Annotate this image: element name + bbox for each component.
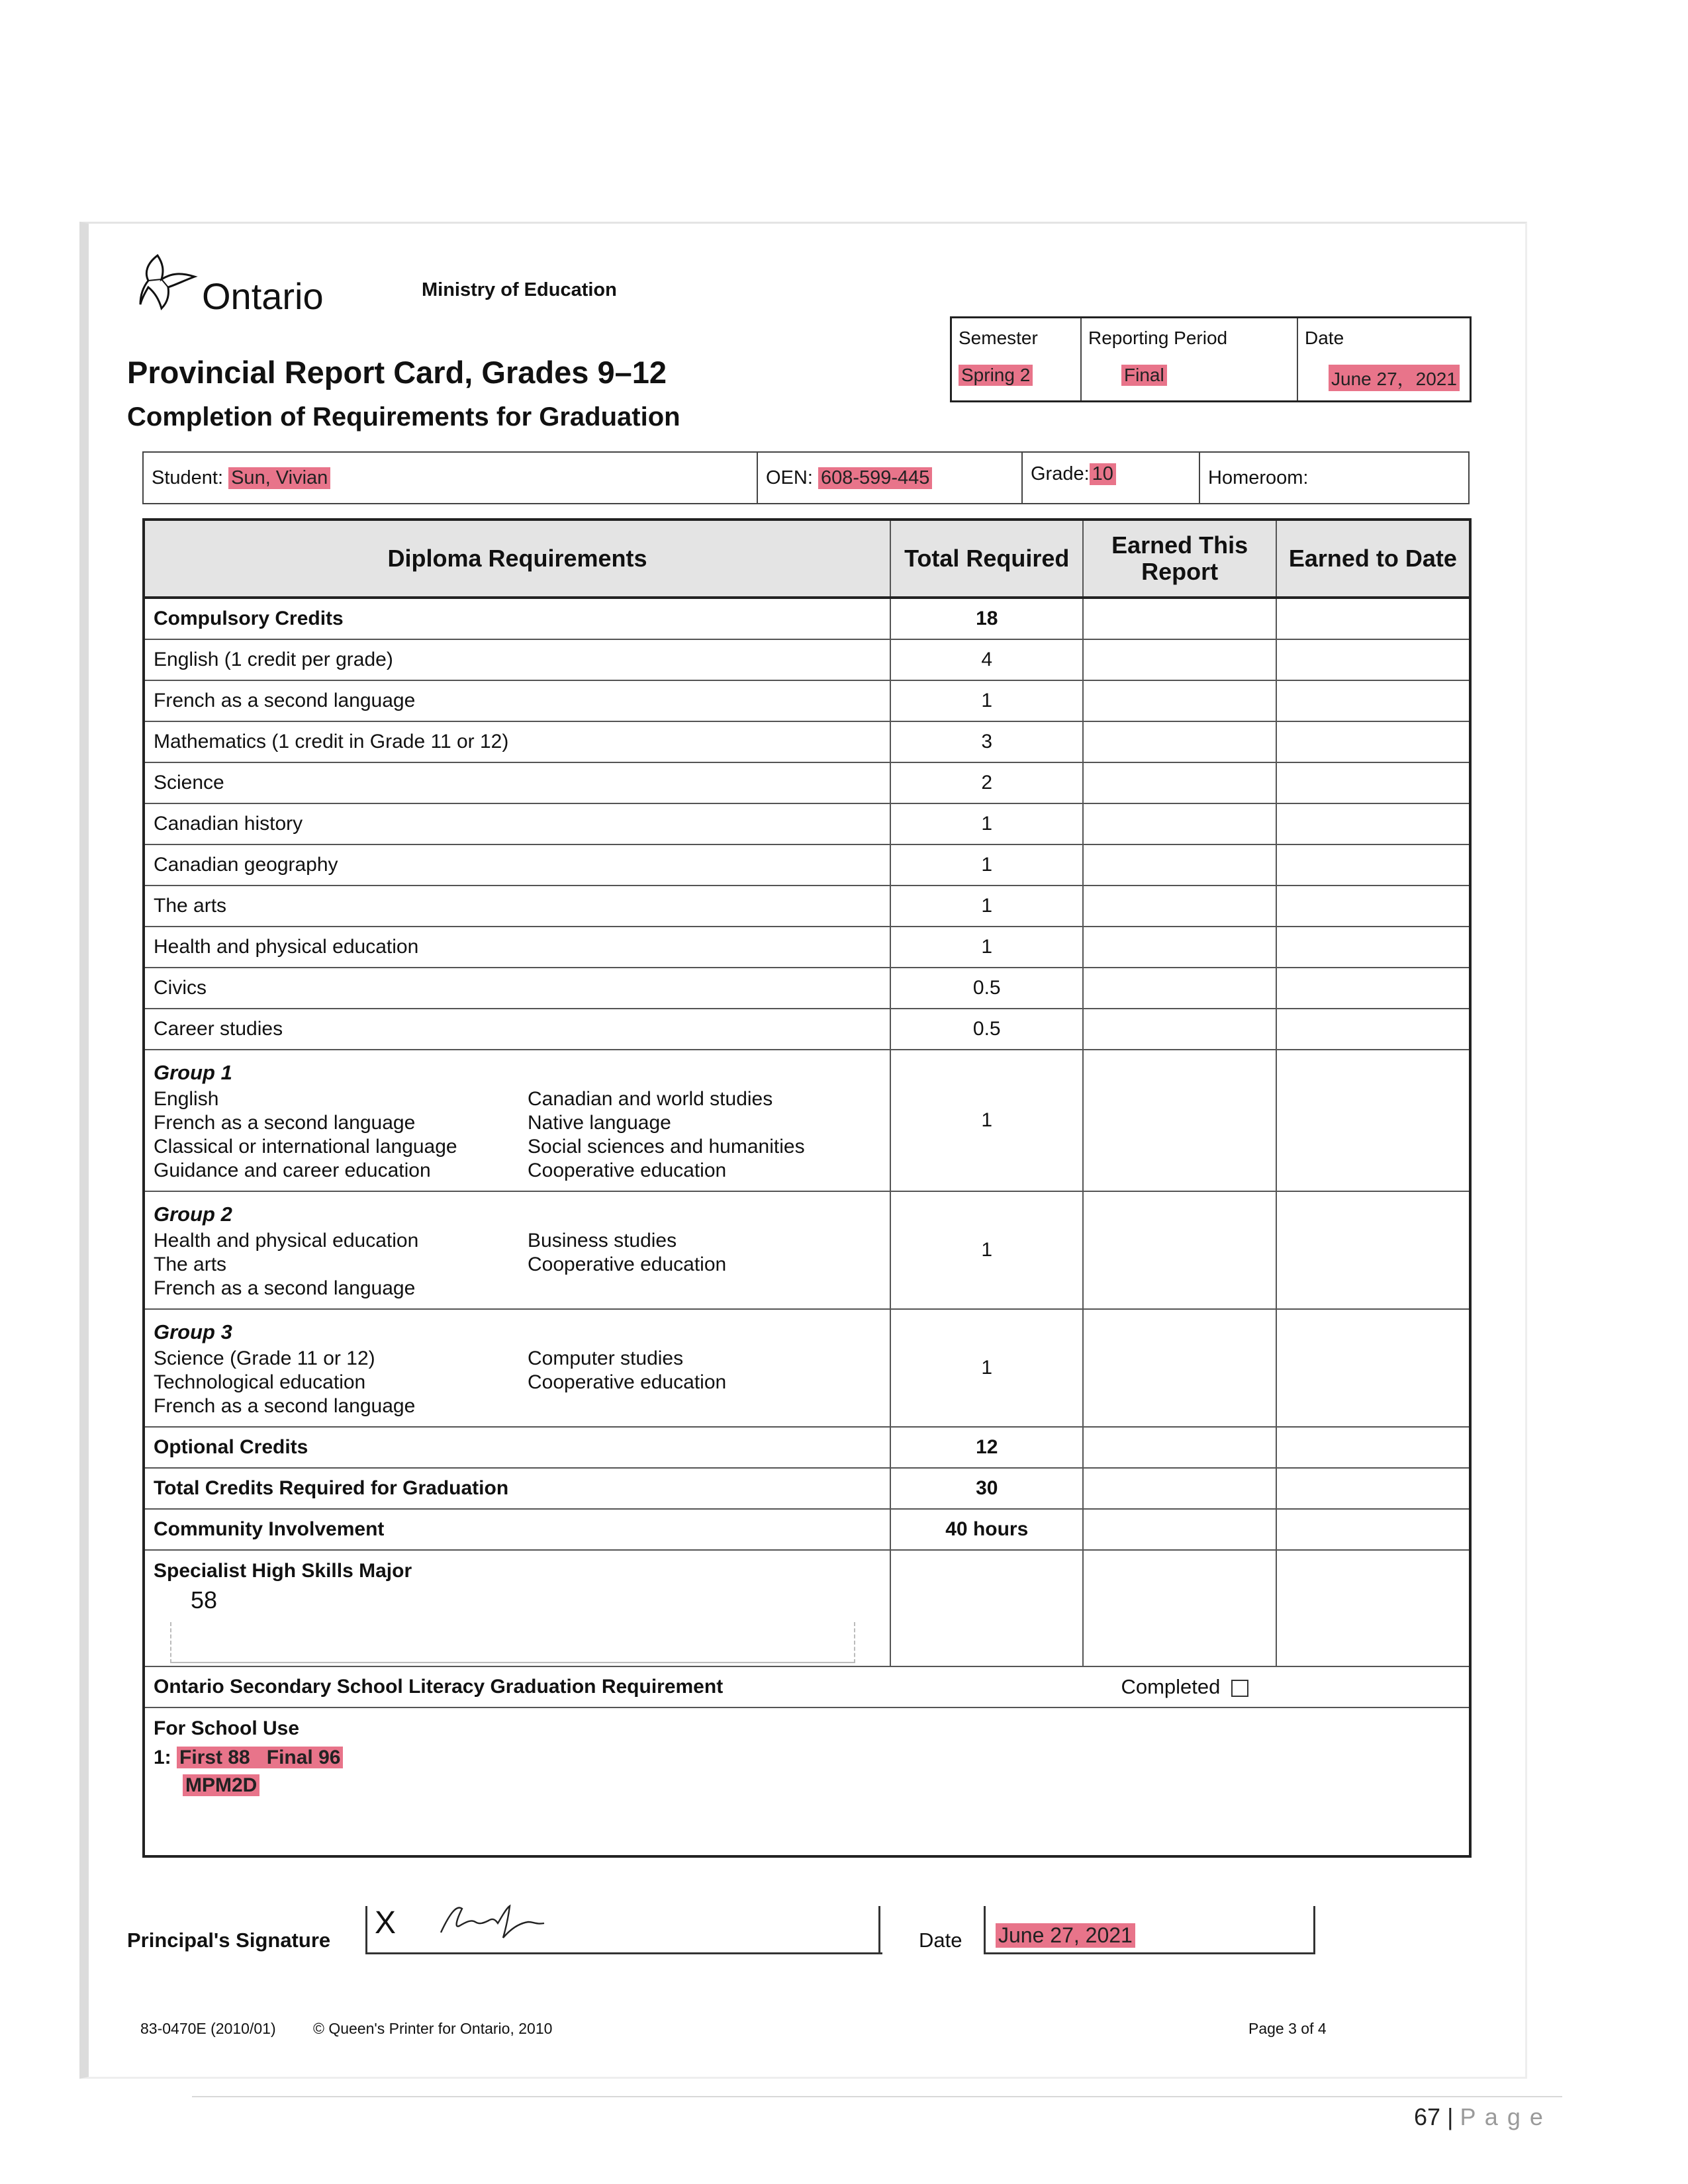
earned-to-date-cell xyxy=(1276,598,1470,639)
row-label: Mathematics (1 credit in Grade 11 or 12) xyxy=(144,721,890,762)
student-name: Sun, Vivian xyxy=(228,467,330,489)
earned-this-report-cell xyxy=(1083,1009,1276,1050)
completed-checkbox[interactable] xyxy=(1231,1680,1248,1697)
table-row xyxy=(144,598,1470,639)
group-title: Group 3 xyxy=(154,1320,232,1343)
table-row xyxy=(144,844,1470,886)
row-total: 0.5 xyxy=(890,968,1083,1009)
school-use-cell xyxy=(144,1707,1470,1856)
grade-value: 10 xyxy=(1090,463,1116,485)
shsm-value: 58 xyxy=(191,1586,218,1614)
shsm-label: Specialist High Skills Major xyxy=(154,1560,412,1582)
signature-date-value: June 27, 2021 xyxy=(996,1923,1135,1948)
row-total: 30 xyxy=(890,1468,1083,1509)
semester-label: Semester xyxy=(959,328,1038,348)
row-label: Total Credits Required for Graduation xyxy=(144,1468,890,1509)
group-item: Cooperative education xyxy=(528,1371,727,1393)
row-total: 1 xyxy=(890,886,1083,927)
group-item: Cooperative education xyxy=(528,1253,727,1275)
group-title: Group 1 xyxy=(154,1061,232,1084)
table-row xyxy=(144,1427,1470,1468)
student-info-row xyxy=(142,451,1470,504)
group-item: Health and physical education xyxy=(154,1230,419,1251)
row-label: Community Involvement xyxy=(144,1509,890,1550)
semester-cell xyxy=(952,318,1082,400)
period-cell xyxy=(1082,318,1298,400)
row-label: Health and physical education xyxy=(144,927,890,968)
signature-x-mark: X xyxy=(375,1905,397,1940)
earned-to-date-cell xyxy=(1276,1050,1470,1191)
student-cell xyxy=(144,453,758,503)
earned-to-date-cell xyxy=(1276,680,1470,721)
page-footer-rule xyxy=(192,2096,1562,2097)
diploma-requirements-table xyxy=(142,518,1472,1858)
signature-line-end xyxy=(878,1906,880,1954)
table-row xyxy=(144,721,1470,762)
earned-to-date-cell xyxy=(1276,1427,1470,1468)
earned-this-report-cell xyxy=(1083,1468,1276,1509)
earned-this-report-cell xyxy=(1083,886,1276,927)
row-label: The arts xyxy=(144,886,890,927)
table-row xyxy=(144,968,1470,1009)
school-use-prefix: 1: xyxy=(154,1747,171,1768)
completed-field xyxy=(1121,1675,1248,1699)
homeroom-cell xyxy=(1200,453,1468,503)
literacy-label: Ontario Secondary School Literacy Graduation Requirement xyxy=(154,1676,724,1698)
group-item: Native language xyxy=(528,1112,671,1134)
semester-value: Spring 2 xyxy=(959,365,1033,386)
form-code: 83-0470E (2010/01) xyxy=(140,2020,276,2037)
earned-to-date-cell xyxy=(1276,1309,1470,1427)
earned-to-date-cell xyxy=(1276,1509,1470,1550)
earned-this-report-cell xyxy=(1083,639,1276,680)
earned-to-date-cell xyxy=(1276,1468,1470,1509)
group-item: Business studies xyxy=(528,1230,677,1251)
page-footer xyxy=(1414,2103,1544,2131)
grade-cell xyxy=(1023,453,1200,503)
shsm-row xyxy=(144,1550,1470,1666)
row-label: Canadian geography xyxy=(144,844,890,886)
earned-this-report-cell xyxy=(1083,680,1276,721)
row-label: Science xyxy=(144,762,890,803)
table-row xyxy=(144,680,1470,721)
group-item: Guidance and career education xyxy=(154,1160,431,1181)
header-earned-this-report: Earned This Report xyxy=(1083,520,1276,598)
row-total: 1 xyxy=(890,803,1083,844)
table-row xyxy=(144,1009,1470,1050)
signature-date-label: Date xyxy=(919,1929,962,1952)
header-total-required: Total Required xyxy=(890,520,1083,598)
earned-this-report-cell xyxy=(1083,803,1276,844)
date-value: June 27，2021 xyxy=(1329,365,1460,391)
group-item: Technological education xyxy=(154,1371,366,1393)
earned-this-report-cell xyxy=(1083,1191,1276,1309)
literacy-cell xyxy=(144,1666,1470,1707)
row-total: 1 xyxy=(890,1191,1083,1309)
table-row xyxy=(144,762,1470,803)
ministry-name: Ministry of Education xyxy=(422,279,617,300)
school-use-marks: First 88 Final 96 xyxy=(177,1747,343,1768)
group-item: Science (Grade 11 or 12) xyxy=(154,1347,375,1369)
group-item: French as a second language xyxy=(154,1277,416,1299)
earned-to-date-cell xyxy=(1276,927,1470,968)
copyright: © Queen's Printer for Ontario, 2010 xyxy=(313,2020,553,2037)
earned-this-report-cell xyxy=(1083,1309,1276,1427)
row-label: French as a second language xyxy=(144,680,890,721)
earned-this-report-cell xyxy=(1083,1427,1276,1468)
earned-to-date-cell xyxy=(1276,639,1470,680)
principal-signature-scribble xyxy=(437,1899,556,1946)
earned-to-date-cell xyxy=(1276,968,1470,1009)
group-row xyxy=(144,1050,1470,1191)
row-total: 1 xyxy=(890,1309,1083,1427)
group-cell xyxy=(144,1309,890,1427)
row-total xyxy=(890,1550,1083,1666)
school-use-course-code: MPM2D xyxy=(183,1774,259,1796)
group-item: Canadian and world studies xyxy=(528,1088,773,1110)
earned-this-report-cell xyxy=(1083,1550,1276,1666)
group-item: French as a second language xyxy=(154,1112,416,1134)
semester-box xyxy=(950,316,1472,402)
row-total: 18 xyxy=(890,598,1083,639)
school-use-label: For School Use xyxy=(154,1717,300,1739)
earned-to-date-cell xyxy=(1276,721,1470,762)
earned-this-report-cell xyxy=(1083,927,1276,968)
earned-to-date-cell xyxy=(1276,1009,1470,1050)
row-total: 1 xyxy=(890,680,1083,721)
oen-cell xyxy=(758,453,1023,503)
table-row xyxy=(144,803,1470,844)
earned-to-date-cell xyxy=(1276,762,1470,803)
group-row xyxy=(144,1309,1470,1427)
earned-to-date-cell xyxy=(1276,844,1470,886)
table-row xyxy=(144,927,1470,968)
school-use-entry xyxy=(154,1747,1460,1769)
page-subtitle: Completion of Requirements for Graduation xyxy=(127,402,680,432)
table-row xyxy=(144,1509,1470,1550)
group-item: The arts xyxy=(154,1253,227,1275)
group-cell xyxy=(144,1191,890,1309)
literacy-row xyxy=(144,1666,1470,1707)
row-total: 1 xyxy=(890,844,1083,886)
row-total: 4 xyxy=(890,639,1083,680)
table-header-row xyxy=(144,520,1470,598)
row-total: 2 xyxy=(890,762,1083,803)
page-separator: | xyxy=(1447,2103,1454,2130)
period-label: Reporting Period xyxy=(1088,328,1228,348)
homeroom-label: Homeroom: xyxy=(1208,467,1309,488)
group-item: English xyxy=(154,1088,219,1110)
group-title: Group 2 xyxy=(154,1203,232,1226)
logo-text: Ontario xyxy=(202,275,324,317)
earned-to-date-cell xyxy=(1276,803,1470,844)
row-total: 1 xyxy=(890,927,1083,968)
header-diploma-requirements: Diploma Requirements xyxy=(144,520,890,598)
group-row xyxy=(144,1191,1470,1309)
earned-this-report-cell xyxy=(1083,968,1276,1009)
trillium-logo-icon xyxy=(138,250,204,311)
earned-this-report-cell xyxy=(1083,1509,1276,1550)
row-label: Career studies xyxy=(144,1009,890,1050)
earned-to-date-cell xyxy=(1276,1550,1470,1666)
page-word: P a g e xyxy=(1460,2103,1544,2130)
completed-label: Completed xyxy=(1121,1675,1221,1698)
oen-label: OEN: xyxy=(766,467,813,488)
group-item: French as a second language xyxy=(154,1395,416,1417)
earned-this-report-cell xyxy=(1083,762,1276,803)
table-row xyxy=(144,1468,1470,1509)
row-label: Canadian history xyxy=(144,803,890,844)
group-cell xyxy=(144,1050,890,1191)
row-label: English (1 credit per grade) xyxy=(144,639,890,680)
principal-signature-label: Principal's Signature xyxy=(127,1929,331,1952)
school-use-row xyxy=(144,1707,1470,1856)
row-total: 12 xyxy=(890,1427,1083,1468)
group-item: Cooperative education xyxy=(528,1160,727,1181)
row-total: 0.5 xyxy=(890,1009,1083,1050)
row-label: Civics xyxy=(144,968,890,1009)
period-value: Final xyxy=(1121,365,1167,386)
student-label: Student: xyxy=(152,467,224,488)
grade-label: Grade: xyxy=(1031,463,1090,484)
group-item: Social sciences and humanities xyxy=(528,1136,805,1158)
shsm-entry-box xyxy=(170,1622,855,1663)
earned-this-report-cell xyxy=(1083,721,1276,762)
earned-this-report-cell xyxy=(1083,1050,1276,1191)
header-earned-to-date: Earned to Date xyxy=(1276,520,1470,598)
table-row xyxy=(144,639,1470,680)
page-of: Page 3 of 4 xyxy=(1248,2020,1327,2037)
group-item: Classical or international language xyxy=(154,1136,457,1158)
page-number: 67 xyxy=(1414,2103,1441,2130)
earned-this-report-cell xyxy=(1083,844,1276,886)
row-label: Compulsory Credits xyxy=(144,598,890,639)
row-total: 3 xyxy=(890,721,1083,762)
earned-to-date-cell xyxy=(1276,1191,1470,1309)
shsm-cell xyxy=(144,1550,890,1666)
date-cell xyxy=(1298,318,1470,400)
row-label: Optional Credits xyxy=(144,1427,890,1468)
oen-value: 608-599-445 xyxy=(818,467,932,489)
page-title: Provincial Report Card, Grades 9–12 xyxy=(127,355,667,390)
date-label: Date xyxy=(1305,328,1344,348)
row-total: 1 xyxy=(890,1050,1083,1191)
group-item: Computer studies xyxy=(528,1347,684,1369)
table-row xyxy=(144,886,1470,927)
earned-to-date-cell xyxy=(1276,886,1470,927)
row-total: 40 hours xyxy=(890,1509,1083,1550)
earned-this-report-cell xyxy=(1083,598,1276,639)
